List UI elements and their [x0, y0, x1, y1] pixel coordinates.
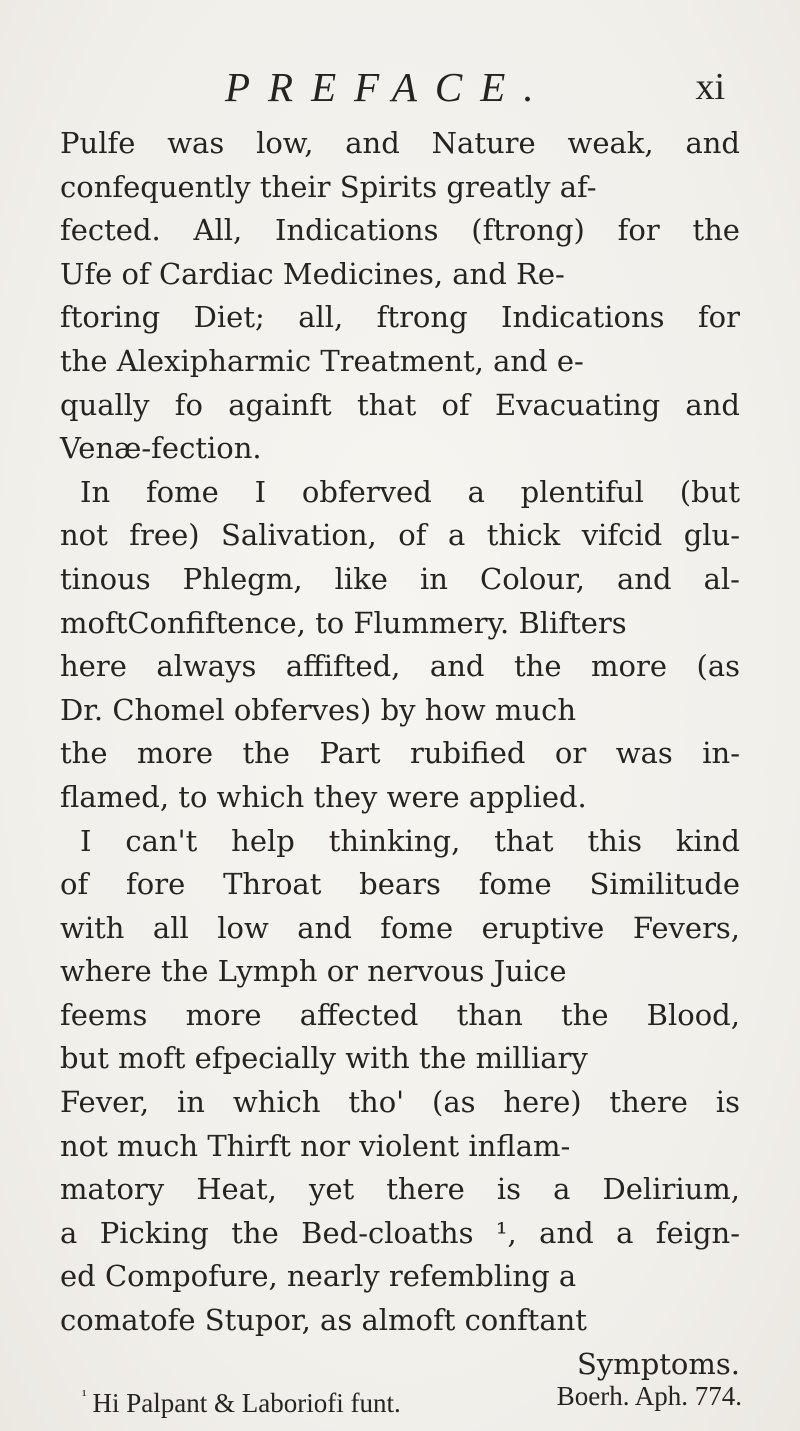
page-header [225, 62, 725, 112]
text-line: the more the Part rubified or was in- [60, 736, 740, 771]
text-line: flamed, to which they were applied. [60, 779, 587, 814]
footnote-mark: ¹ [82, 1388, 87, 1404]
text-line: Venæ-fection. [60, 431, 262, 466]
text-line: ed Compofure, nearly refembling a [60, 1259, 577, 1294]
running-title: PREFACE. [225, 64, 552, 110]
footnote-reference: Boerh. Aph. 774. [556, 1381, 742, 1411]
body-text [60, 122, 740, 1386]
text-line: not much Thirft nor violent inflam- [60, 1128, 571, 1163]
text-line: here always affifted, and the more (as [60, 649, 741, 684]
text-line: tinous Phlegm, like in Colour, and al- [60, 561, 740, 596]
text-line: comatofe Stupor, as almoft conftant [60, 1303, 587, 1338]
text-line: feems more affected than the Blood, [60, 997, 740, 1032]
text-line: with all low and fome eruptive Fevers, [60, 910, 741, 945]
text-line: I can't help thinking, that this kind [80, 823, 740, 858]
text-line: confequently their Spirits greatly af- [60, 169, 597, 204]
footnote [82, 1378, 742, 1418]
text-line: Fever, in which tho' (as here) there is [60, 1085, 740, 1120]
text-line: Symptoms. [576, 1346, 740, 1381]
text-line: Dr. Chomel obferves) by how much [60, 692, 577, 727]
text-line: matory Heat, yet there is a Delirium, [60, 1172, 741, 1207]
text-line: not free) Salivation, of a thick vifcid glu- [60, 518, 741, 553]
text-line: but moft efpecially with the milliary [60, 1041, 588, 1076]
text-line: the Alexipharmic Treatment, and e- [60, 343, 584, 378]
text-line: Ufe of Cardiac Medicines, and Re- [60, 256, 565, 291]
text-line: qually fo againft that of Evacuating and [60, 387, 740, 422]
text-line: fected. All, Indications (ftrong) for the [60, 213, 740, 248]
text-line: moftConfiftence, to Flummery. Blifters [60, 605, 627, 640]
text-line: In fome I obferved a plentiful (but [80, 474, 740, 509]
footnote-text: Hi Palpant & Laboriofi funt. [92, 1388, 401, 1418]
page-number: xi [695, 66, 725, 108]
text-line: where the Lymph or nervous Juice [60, 954, 567, 989]
text-line: of fore Throat bears fome Similitude [60, 867, 740, 902]
text-line: Pulfe was low, and Nature weak, and [60, 126, 740, 160]
text-line: ftoring Diet; all, ftrong Indications for [60, 300, 740, 335]
text-line: a Picking the Bed-cloaths ¹, and a feign- [60, 1215, 741, 1250]
